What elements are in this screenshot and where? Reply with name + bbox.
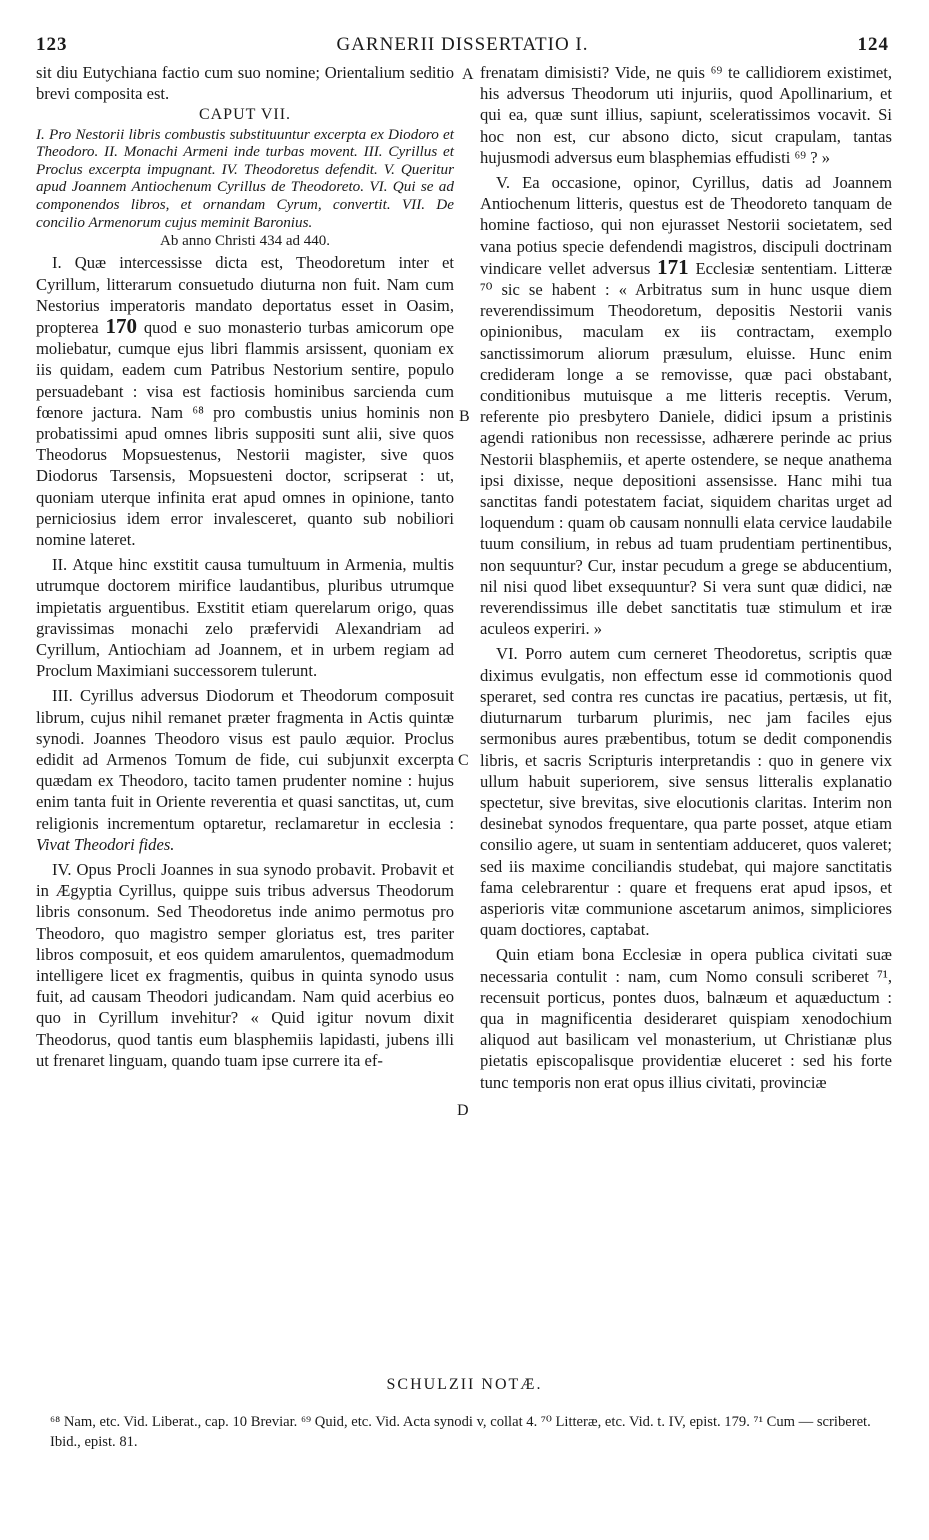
left-column	[36, 62, 454, 1071]
chapter-years: Ab anno Christi 434 ad 440.	[160, 233, 330, 250]
marginal-number: 170	[105, 313, 137, 338]
paragraph: sit diu Eutychiana factio cum suo nomine; Orientalium seditio brevi composita est.	[36, 63, 454, 104]
paragraph-7: Quin etiam bona Ecclesiæ in opera publica civitati suæ necessaria contulit : nam, cum Nomo consuli scriberet ⁷¹, recensuit porticus, pontes duos, balnæum et aquæductum : qua in magnificentia desideraret quispiam xenodochium aliquod aut basilicam vel monasterium, ut Christianæ plus pietatis episcopalisque providentiæ eluceret : sed his forte tunc temporis non erat opus illius civitati, provinciæ	[480, 945, 892, 1092]
paragraph-5: V. Ea occasione, opinor, Cyrillus, datis ad Joannem Antiochenum litteris, questus est de Theodoreto tanquam de homine factioso, qui non ejurasset Nestorii societatem, sed vana potius specie defendendi magistros, discipuli doctrinam vindicare vellet adversus 171 Ecclesiæ sententiam. Litteræ ⁷⁰ sic se habent : « Arbitratus sum in hunc usque diem reverendissimum Theodoretum, depositis Nestorii vanis opinionibus, maculam ex iis contractam, exemplo sanctissimorum aliorum præsulum, eluisse. Hunc enim credideram longe a se removisse, quæ paci obstabant, conditionibus mutuisque a me litteris receptis. Verum, referente pio presbytero Daniele, didici ipsum a pristinis agendi rationibus non recessisse, adhærere perinde ac prius Nestorii blasphemiis, et aperte ostendere, se neque anathema ipsi dixisse, neque depositioni assensisse. Hanc mihi tua sanctitas fandi potestatem faciat, siquidem charitas urget ad loquendum : quam ob causam nonnulli elata cervice laudabile tuum consilium, in rebus ad tuam prudentiam pertinentibus, non sequuntur? Cur, instar pecudum a grege se abducentium, nil nisi quod libet exsequuntur? Si vera sunt quæ didici, næ reverendissimus ille debet sanctitatis tuæ stimulum et iræ aculeos experiri. »	[480, 173, 893, 639]
chapter-title: CAPUT VII.	[198, 106, 292, 124]
paragraph-1: I. Quæ intercessisse dicta est, Theodoretum inter et Cyrillum, litterarum consuetudo diuturna non fuit. Nam cum Nestorius imperatoris mandato deportatus esset in Oasim, propterea 170 quod e suo monasterio turbas amicorum ope moliebatur, cumque ejus libri flammis arsissent, quoniam ex iis quidam, eadem cum Patribus Nestorium sentire, populo persuadebant : visa est factiosis hominibus sarcienda cum fœnore jactura. Nam ⁶⁸ pro combustis unius hominis non probatissimi apud omnes libris suppositi sunt alii, sive quos Theodorus Mopsuestenus, Nestorii magister, sive quos Diodorus Tarsensis, Mopsuesteni doctor, scripserat : ut, quoniam uterque infinita erat apud omnes in opinione, tanto perniciosius idem error invalesceret, quanto sub nobiliori nomine lateret.	[36, 253, 454, 550]
margin-letter-b: B	[459, 408, 470, 425]
page-number-left: 123	[36, 34, 68, 55]
italic-quote: Vivat Theodori fides.	[36, 834, 175, 854]
paragraph-2: II. Atque hinc exstitit causa tumultuum in Armenia, multis utrumque doctorem mirifice laudantibus, pluribus utrumque impietatis arguentibus. Exstitit etiam querelarum origo, quas gravissimas monachi zelo præfervidi Alexandriam ad Cyrillum, Antiochiam ad Joannem, et in urbem regiam ad Proclum Maximiani successorem tulerunt.	[36, 555, 454, 681]
margin-letter-d: D	[457, 1102, 469, 1119]
running-title: GARNERII DISSERTATIO I.	[336, 34, 589, 55]
chapter-summary: I. Pro Nestorii libris combustis substituuntur excerpta ex Diodoro et Theodoro. II. Monachi Armeni inde turbas movent. III. Cyrillus et Proclus excerpta impugnant. IV. Theodoretus defendit. V. Queritur apud Joannem Antiochenum Cyrillus de Theodoreto. VI. Qui se ad componendos libros, et ornandam Cyrum, convertit. VII. De concilio Armenorum cujus meminit Baronius.	[36, 125, 454, 231]
margin-letter-c: C	[458, 752, 469, 769]
right-column	[480, 62, 892, 1093]
marginal-number: 171	[657, 254, 689, 279]
footnotes: ⁶⁸ Nam, etc. Vid. Liberat., cap. 10 Breviar. ⁶⁹ Quid, etc. Vid. Acta synodi v, collat 4. ⁷⁰ Litteræ, etc. Vid. t. IV, epist. 179. ⁷¹ Cum — scriberet. Ibid., epist. 81.	[50, 1414, 871, 1450]
paragraph-3: III. Cyrillus adversus Diodorum et Theodorum composuit librum, cujus nihil remanet præter fragmenta in Actis quintæ synodi. Joannes Theodoro visus est paulo æquior. Proclus edidit ad Armenos Tomum de fide, cui subjunxit excerpta quædam ex Theodoro, tacito tamen prudenter nomine : hujus enim tanta fuit in Oriente reverentia et quasi sanctitas, ut, cum religionis incrementum optaretur, reclamaretur in ecclesia : Vivat Theodori fides.	[36, 686, 454, 854]
paragraph: frenatam dimisisti? Vide, ne quis ⁶⁹ te callidiorem existimet, his adversus Theodorum uti injuriis, quod Apollinarium, et qui ea, quæ sunt illius, sapiunt, sceleratissimos vocavit. Si hoc non est, cur absono dicto, sicut crapulam, tantas hujusmodi adversus eum blasphemias effudisti ⁶⁹ ? »	[480, 63, 892, 167]
notes-title: SCHULZII NOTÆ.	[386, 1376, 543, 1393]
page-number-right: 124	[857, 34, 889, 55]
page-header	[36, 34, 889, 60]
paragraph-6: VI. Porro autem cum cerneret Theodoretus, scriptis quæ diximus evulgatis, non effectum esse id commotionis quod speraret, sed contra res cunctas ire pacatius, pertæsis, ut fit, diuturnarum turbarum plurimis, nec jam faciles ejus sermonibus aures præbentibus, totum se dedit componendis libris, et sacris Scripturis interpretandis : quo in genere vix ullum habuit superiorem, sive sensus litteralis explanatio spectetur, sive brevitas, sive elocutionis claritas. Interim non desinebat synodos frequentare, qua parte posset, atque etiam consilio agere, ut suam in sententiam adduceret, quos valeret; sed iis maxime conciliandis studebat, qui majore sanctitatis fama celebrarentur : quare et frequens erat apud ipsos, et asperioris vitæ communione ascetarum animos, simpliciores quam doctiores, captabat.	[480, 644, 892, 940]
margin-letter-a: A	[462, 66, 474, 83]
paragraph-4: IV. Opus Procli Joannes in sua synodo probavit. Probavit et in Ægyptia Cyrillus, quippe suis tribus adversus Theodorum libris consonum. Sed Theodoretus inde animo permotus pro Theodoro, quo magistro semper gloriatus est, tres pariter libros composuit, et eos quidem amarulentos, quemadmodum intelligere licet ex fragmentis, quibus in quinta synodo usus fuit, ad causam Theodori judicandam. Nam quid acerbius eo quo in Cyrillum invehitur? « Quid igitur novum dixit Theodorus, quod tantis eum blasphemiis lapidasti, jubens illi ut frenaret linguam, quando tuam ipse currere ita ef-	[36, 860, 454, 1070]
